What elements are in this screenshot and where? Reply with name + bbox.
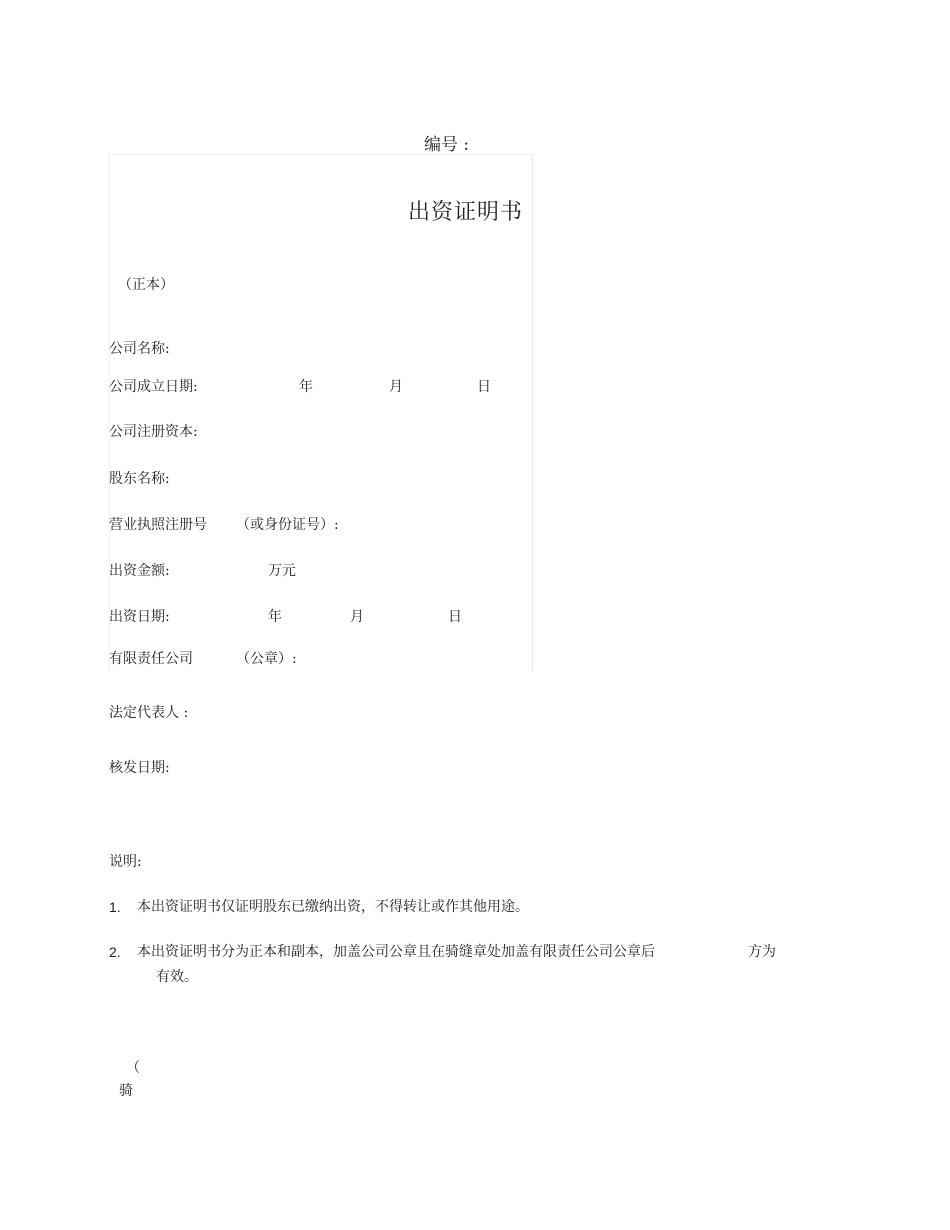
contribution-date-label: 出资日期: bbox=[109, 609, 170, 625]
established-day-unit: 日 bbox=[477, 379, 491, 395]
note-1-text: 本出资证明书仅证明股东已缴纳出资，不得转让或作其他用途。 bbox=[137, 899, 529, 915]
established-year-unit: 年 bbox=[299, 379, 313, 395]
shareholder-name-label: 股东名称: bbox=[109, 471, 170, 487]
issue-date-label: 核发日期: bbox=[109, 760, 170, 776]
note-2-continuation: 有效。 bbox=[156, 969, 198, 985]
llc-seal-label: （公章）: bbox=[236, 651, 297, 667]
established-month-unit: 月 bbox=[389, 379, 403, 395]
document-title: 出资证明书 bbox=[408, 200, 524, 225]
note-2-tail: 方为 bbox=[748, 944, 776, 960]
company-name-label: 公司名称: bbox=[109, 341, 170, 357]
established-date-label: 公司成立日期: bbox=[109, 379, 198, 395]
note-2-number: 2. bbox=[109, 944, 121, 960]
amount-unit: 万元 bbox=[268, 563, 296, 579]
serial-number-label: 编号 : bbox=[424, 135, 470, 155]
llc-label: 有限责任公司 bbox=[109, 651, 193, 667]
copy-tag: （正本） bbox=[118, 277, 174, 293]
certificate-frame bbox=[109, 154, 533, 671]
note-2-text: 本出资证明书分为正本和副本，加盖公司公章且在骑缝章处加盖有限责任公司公章后 bbox=[137, 944, 655, 960]
license-number-label: 营业执照注册号 bbox=[109, 517, 207, 533]
registered-capital-label: 公司注册资本: bbox=[109, 424, 198, 440]
seam-seal-mark-char: 骑 bbox=[119, 1083, 133, 1099]
amount-label: 出资金额: bbox=[109, 563, 170, 579]
contribution-year-unit: 年 bbox=[268, 609, 282, 625]
note-1-number: 1. bbox=[109, 899, 121, 915]
id-number-label: （或身份证号）: bbox=[236, 517, 339, 533]
contribution-day-unit: 日 bbox=[448, 609, 462, 625]
legal-representative-label: 法定代表人 : bbox=[109, 705, 189, 721]
notes-heading: 说明: bbox=[109, 854, 142, 870]
seam-seal-mark-paren: （ bbox=[126, 1060, 140, 1076]
contribution-month-unit: 月 bbox=[350, 609, 364, 625]
